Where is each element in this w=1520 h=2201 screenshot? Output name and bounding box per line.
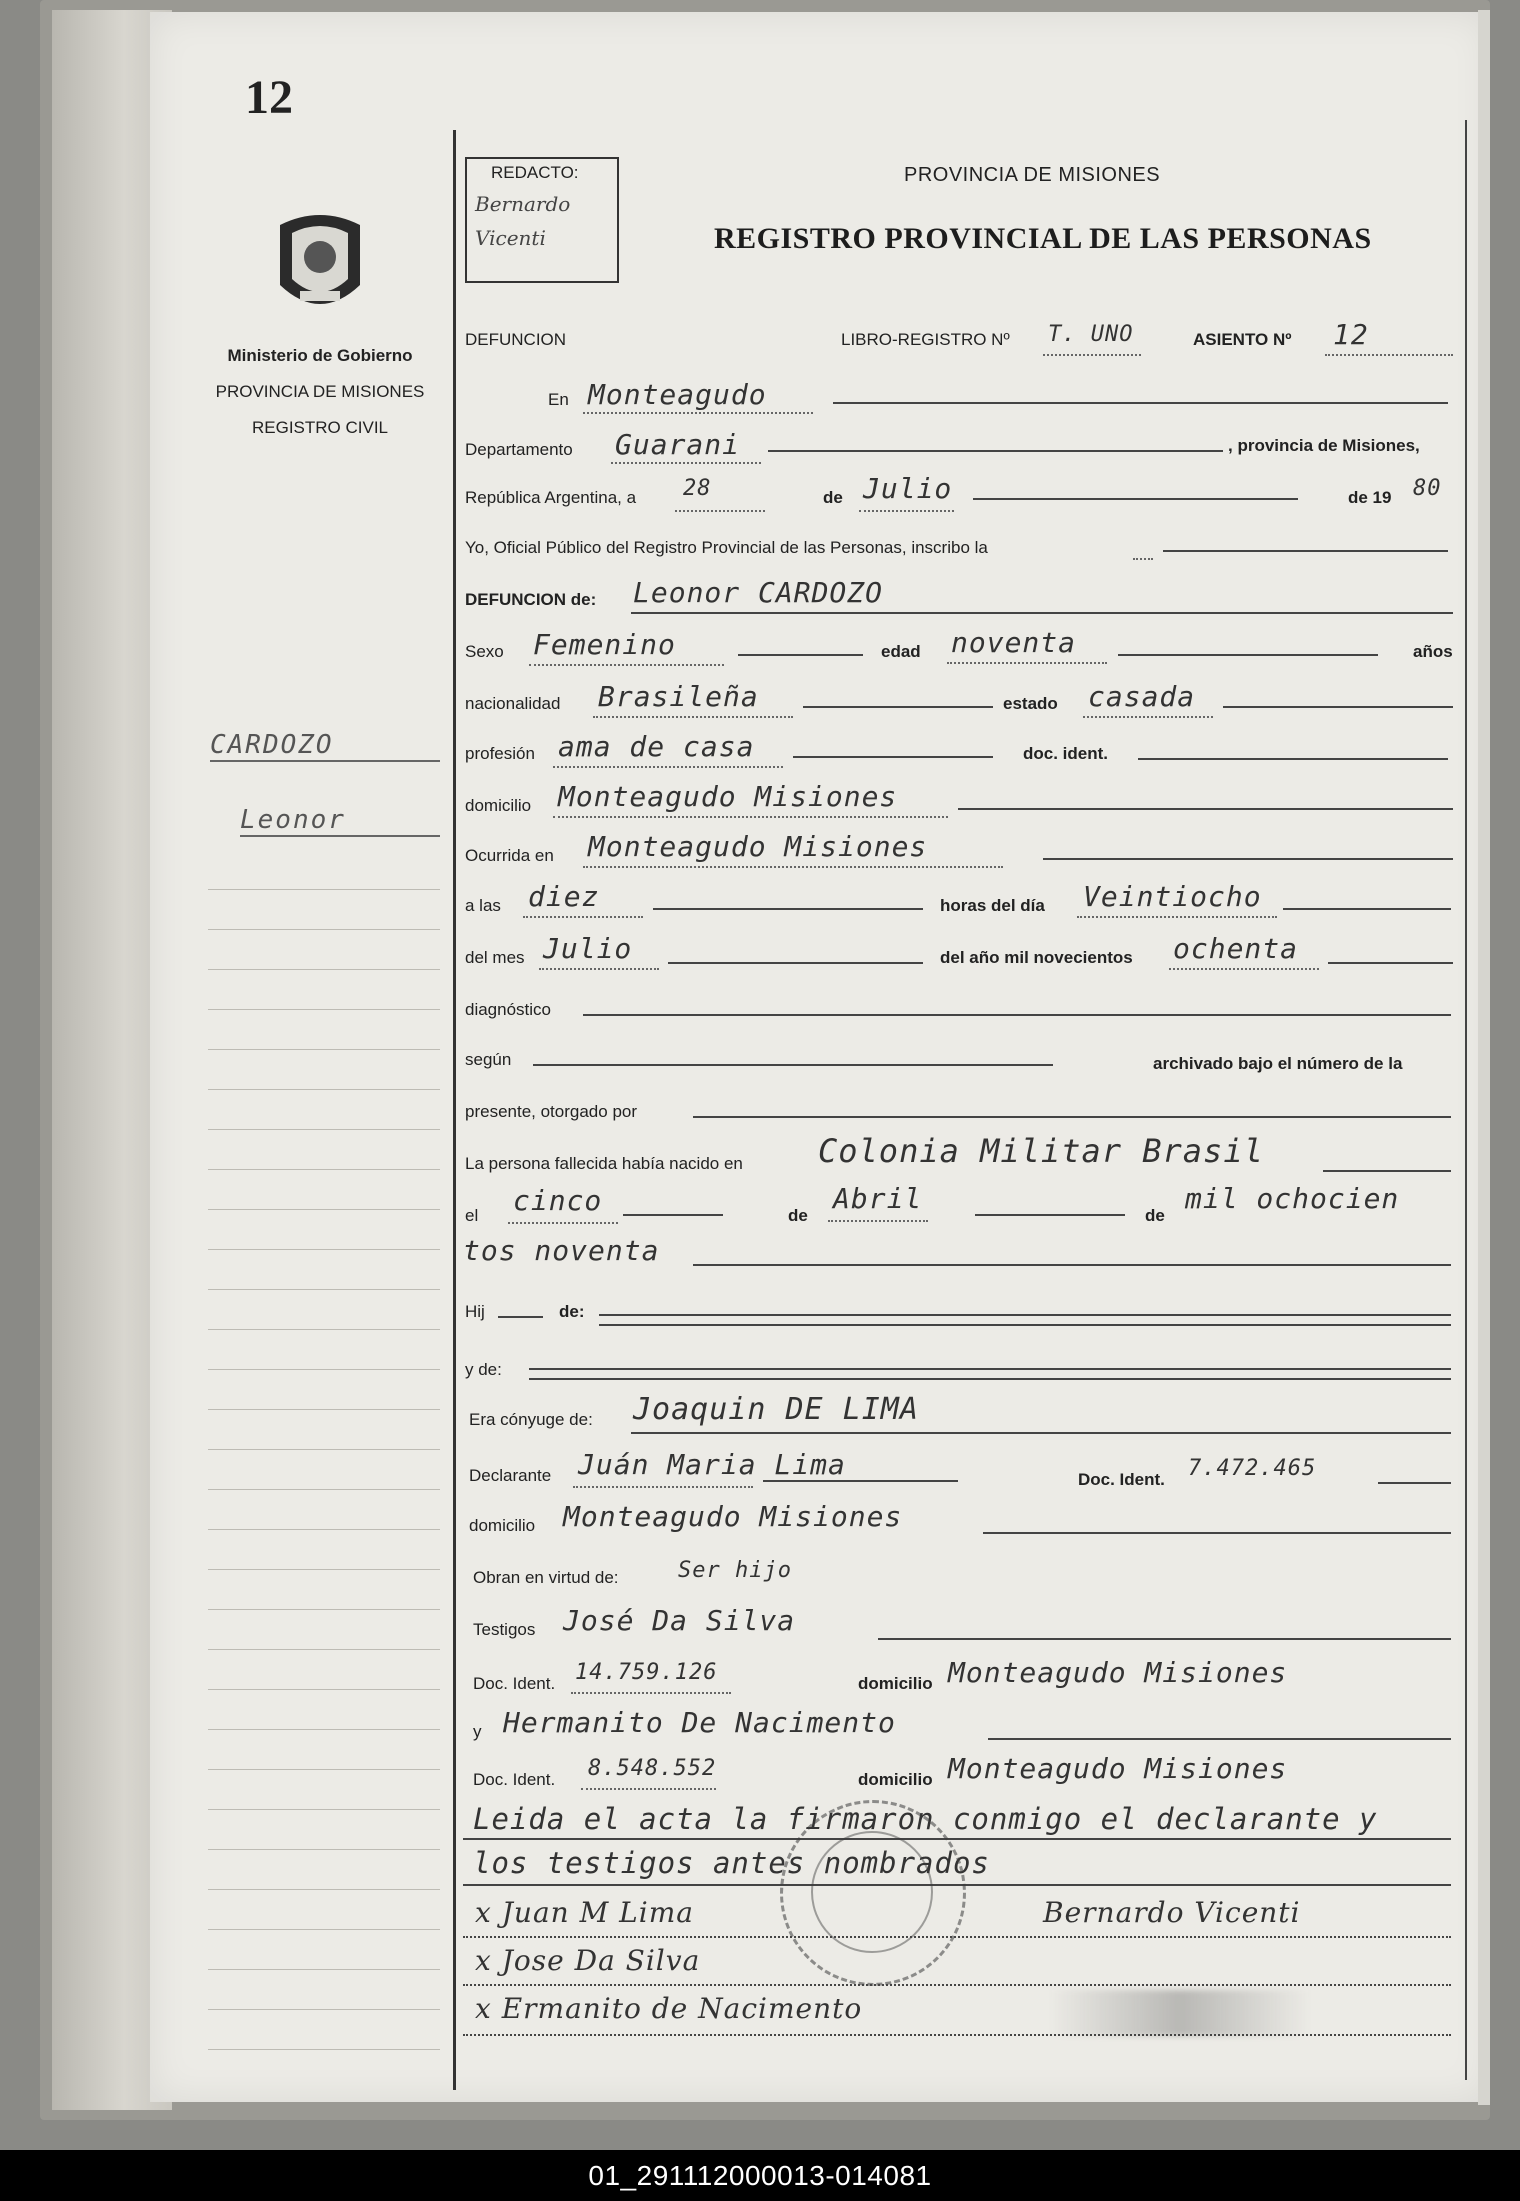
- horas-line: [1283, 908, 1451, 910]
- row-ocurrida: [463, 830, 1455, 870]
- ministry-block: [190, 338, 450, 446]
- horas-label: horas del día: [940, 896, 1045, 915]
- birth-day-line: [623, 1214, 723, 1216]
- header-title: REGISTRO PROVINCIAL DE LAS PERSONAS: [714, 222, 1372, 255]
- defuncion-de-label: DEFUNCION de:: [465, 590, 597, 609]
- declarante-label: Declarante: [469, 1466, 552, 1485]
- en-line: [833, 402, 1448, 404]
- row-presente: [463, 1086, 1455, 1126]
- redacto-label: REDACTO:: [491, 163, 579, 182]
- fecha-line: [973, 498, 1298, 500]
- del-mes-dots: [539, 968, 659, 970]
- province-crest-icon: [270, 205, 370, 323]
- profesion-dots: [553, 766, 783, 768]
- signatures-2-rule: [463, 1984, 1451, 1986]
- declarante-doc: 7.472.465: [1188, 1456, 1317, 1481]
- row-fecha: [463, 472, 1455, 516]
- signatures-1-rule: [463, 1936, 1451, 1938]
- oficial-line: [1163, 550, 1448, 552]
- doc-ident-label: doc. ident.: [1023, 744, 1108, 763]
- asiento-dots: [1325, 354, 1453, 356]
- republica-label: República Argentina, a: [465, 488, 637, 507]
- fecha-de-label: de: [823, 488, 843, 507]
- obran-value: Ser hijo: [678, 1558, 792, 1583]
- estado-label: estado: [1003, 694, 1058, 713]
- scan-footer-id: 01_291112000013-014081: [0, 2150, 1520, 2201]
- birth-year-line: [693, 1264, 1451, 1266]
- declarante-value: Juán Maria Lima: [578, 1448, 846, 1481]
- del-mes-value: Julio: [543, 932, 633, 965]
- row-testigo1-doc: [463, 1656, 1455, 1700]
- en-value: Monteagudo: [588, 378, 767, 411]
- testigo2-value: Hermanito De Nacimento: [503, 1706, 896, 1739]
- hij-de-line: [599, 1314, 1451, 1316]
- domicilio2-line: [983, 1532, 1451, 1534]
- edad-line: [1118, 654, 1378, 656]
- row-libro: [463, 318, 1455, 362]
- birth-month-dots: [828, 1220, 928, 1222]
- row-signatures-3: [463, 1992, 1455, 2032]
- row-nacido: [463, 1132, 1455, 1172]
- sexo-value: Femenino: [533, 628, 676, 661]
- row-hij: [463, 1290, 1455, 1330]
- departamento-line: [768, 450, 1223, 452]
- birth-day-dots: [508, 1222, 618, 1224]
- doc-ident-line: [1138, 758, 1448, 760]
- presente-line: [693, 1116, 1451, 1118]
- domicilio-line: [958, 808, 1453, 810]
- year-label: de 19: [1348, 488, 1392, 507]
- estado-dots: [1083, 716, 1213, 718]
- sexo-label: Sexo: [465, 642, 504, 661]
- year-value: 80: [1413, 476, 1442, 501]
- record-type-label: DEFUNCION: [465, 330, 567, 349]
- row-diagnostico: [463, 984, 1455, 1024]
- hij-blank: [498, 1316, 543, 1318]
- edad-dots: [947, 662, 1107, 664]
- testigos-label: Testigos: [473, 1620, 536, 1639]
- birth-month-line: [975, 1214, 1125, 1216]
- page-number: 12: [245, 71, 293, 124]
- y-de-line-2: [529, 1378, 1451, 1380]
- conyuge-label: Era cónyuge de:: [469, 1410, 593, 1429]
- sexo-dots: [529, 664, 724, 666]
- archivado-label: archivado bajo el número de la: [1153, 1054, 1403, 1073]
- sexo-line: [738, 654, 863, 656]
- a-las-label: a las: [465, 896, 501, 915]
- testigo2-doc: 8.548.552: [588, 1756, 717, 1781]
- oficial-dots: [1133, 558, 1153, 560]
- testigo1-value: José Da Silva: [563, 1604, 796, 1637]
- estado-value: casada: [1088, 680, 1196, 713]
- domicilio2-value: Monteagudo Misiones: [563, 1500, 903, 1533]
- en-dots: [583, 412, 813, 414]
- testigo2-domicilio-label: domicilio: [858, 1770, 933, 1789]
- testigos-line: [878, 1638, 1451, 1640]
- libro-label: LIBRO-REGISTRO Nº: [841, 330, 1010, 349]
- row-y-de: [463, 1346, 1455, 1386]
- edad-label: edad: [881, 642, 921, 661]
- row-conyuge: [463, 1392, 1455, 1436]
- a-las-dots: [523, 916, 643, 918]
- diagnostico-line: [583, 1014, 1451, 1016]
- provincia-suffix: , provincia de Misiones,: [1228, 436, 1420, 455]
- conyuge-line: [631, 1432, 1451, 1434]
- margin-given-name: Leonor: [240, 805, 440, 837]
- birth-de2-label: de: [1145, 1206, 1165, 1225]
- row-domicilio: [463, 780, 1455, 820]
- deceased-line: [631, 612, 1453, 614]
- hij-de-line-2: [599, 1324, 1451, 1326]
- domicilio2-label: domicilio: [469, 1516, 536, 1535]
- presente-label: presente, otorgado por: [465, 1102, 638, 1121]
- redacto-signature: [475, 187, 570, 255]
- horas-value: Veintiocho: [1083, 880, 1262, 913]
- domicilio-dots: [553, 816, 948, 818]
- libro-dots: [1043, 354, 1141, 356]
- row-testigo2-doc: [463, 1752, 1455, 1796]
- horas-dots: [1077, 916, 1277, 918]
- header-province: PROVINCIA DE MISIONES: [904, 164, 1161, 186]
- birth-day-value: cinco: [513, 1184, 603, 1217]
- ministry-registry: REGISTRO CIVIL: [251, 418, 389, 437]
- row-testigo2: [463, 1706, 1455, 1746]
- row-en: [463, 380, 1455, 420]
- y-label: y: [473, 1722, 482, 1741]
- del-mes-label: del mes: [465, 948, 525, 967]
- row-testigos: [463, 1604, 1455, 1644]
- declarante-dots: [573, 1486, 753, 1488]
- del-anio-value: ochenta: [1173, 932, 1299, 965]
- ministry-province: PROVINCIA DE MISIONES: [215, 382, 425, 401]
- ocurrida-value: Monteagudo Misiones: [588, 830, 928, 863]
- signature-declarante: x Juan M Lima: [475, 1896, 694, 1929]
- nacido-label: La persona fallecida había nacido en: [465, 1154, 743, 1173]
- row-mes: [463, 932, 1455, 972]
- signature-testigo1: x Jose Da Silva: [475, 1944, 701, 1977]
- nacionalidad-label: nacionalidad: [465, 694, 561, 713]
- ocurrida-line: [1043, 858, 1453, 860]
- signatures-3-rule: [463, 2034, 1451, 2036]
- row-nacionalidad: [463, 680, 1455, 720]
- domicilio-label: domicilio: [465, 796, 532, 815]
- a-las-line: [653, 908, 923, 910]
- profesion-line: [793, 756, 993, 758]
- ocurrida-dots: [583, 866, 1003, 868]
- month-value: Julio: [863, 472, 953, 505]
- a-las-value: diez: [528, 880, 600, 913]
- del-anio-label: del año mil novecientos: [940, 948, 1133, 967]
- redacto-box: [465, 157, 619, 283]
- row-segun: [463, 1034, 1455, 1074]
- nacido-line: [1323, 1170, 1451, 1172]
- edad-value: noventa: [951, 626, 1077, 659]
- ministry-name: Ministerio de Gobierno: [227, 346, 413, 365]
- departamento-dots: [611, 462, 761, 464]
- closing-line-1: Leida el acta la firmaron conmigo el declarante y: [473, 1802, 1378, 1836]
- deceased-name: Leonor CARDOZO: [633, 576, 884, 609]
- birth-de-label: de: [788, 1206, 808, 1225]
- row-birth-year: [463, 1234, 1455, 1274]
- row-signatures-1: [463, 1896, 1455, 1936]
- y-de-label: y de:: [465, 1360, 502, 1379]
- del-mes-line: [668, 962, 923, 964]
- diagnostico-label: diagnóstico: [465, 1000, 552, 1019]
- hij-de-label: de:: [559, 1302, 585, 1321]
- row-birth-date: [463, 1184, 1455, 1224]
- row-obran: [463, 1556, 1455, 1596]
- testigo1-doc: 14.759.126: [575, 1660, 718, 1685]
- segun-label: según: [465, 1050, 512, 1069]
- signature-oficial: Bernardo Vicenti: [1043, 1896, 1301, 1929]
- form-left-rule: [453, 130, 456, 2090]
- obran-label: Obran en virtud de:: [473, 1568, 619, 1587]
- del-anio-line: [1328, 962, 1453, 964]
- testigo2-doc-dots: [581, 1788, 716, 1790]
- row-profesion: [463, 730, 1455, 770]
- testigo1-doc-dots: [571, 1692, 731, 1694]
- testigo2-domicilio: Monteagudo Misiones: [948, 1752, 1288, 1785]
- asiento-label: ASIENTO Nº: [1193, 330, 1292, 349]
- form-right-rule: [1465, 120, 1467, 2080]
- birth-year-part1: mil ochocien: [1185, 1182, 1400, 1215]
- day-value: 28: [683, 476, 712, 501]
- testigo1-domicilio: Monteagudo Misiones: [948, 1656, 1288, 1689]
- del-anio-dots: [1169, 968, 1319, 970]
- page-edge: [1478, 10, 1490, 2105]
- nacido-value: Colonia Militar Brasil: [818, 1132, 1264, 1170]
- profesion-label: profesión: [465, 744, 535, 763]
- declarante-doc-line: [1378, 1482, 1451, 1484]
- month-dots: [859, 510, 954, 512]
- asiento-value: 12: [1333, 318, 1369, 351]
- margin-ruled-lines: [208, 850, 440, 2050]
- row-departamento: [463, 428, 1455, 468]
- libro-value: T. UNO: [1048, 322, 1134, 347]
- nacionalidad-value: Brasileña: [598, 680, 759, 713]
- conyuge-value: Joaquin DE LIMA: [633, 1392, 919, 1427]
- row-deceased: [463, 576, 1455, 616]
- profesion-value: ama de casa: [558, 730, 755, 763]
- testigo2-doc-label: Doc. Ident.: [473, 1770, 556, 1789]
- closing-line-2: los testigos antes nombrados: [473, 1846, 990, 1880]
- declarante-doc-label: Doc. Ident.: [1078, 1470, 1165, 1489]
- day-dots: [675, 510, 765, 512]
- redacto-signature-line2: Vicenti: [475, 226, 546, 250]
- hij-label: Hij: [465, 1302, 485, 1321]
- row-signatures-2: [463, 1944, 1455, 1984]
- anios-label: años: [1413, 642, 1453, 661]
- row-oficial: [463, 526, 1455, 566]
- estado-line: [1223, 706, 1453, 708]
- redacto-signature-line1: Bernardo: [475, 192, 571, 216]
- birth-month-value: Abril: [833, 1182, 923, 1215]
- birth-year-part2: tos noventa: [463, 1234, 660, 1267]
- departamento-value: Guarani: [615, 428, 741, 461]
- row-hora: [463, 880, 1455, 920]
- row-declarante: [463, 1450, 1455, 1490]
- row-closing-1: [463, 1802, 1455, 1842]
- nacionalidad-dots: [593, 716, 793, 718]
- margin-surname: CARDOZO: [210, 730, 440, 762]
- ocurrida-label: Ocurrida en: [465, 846, 554, 865]
- y-de-line: [529, 1368, 1451, 1370]
- row-domicilio-declarante: [463, 1500, 1455, 1540]
- domicilio-value: Monteagudo Misiones: [558, 780, 898, 813]
- closing-line-1-rule: [463, 1838, 1451, 1840]
- segun-line: [533, 1064, 1053, 1066]
- oficial-text: Yo, Oficial Público del Registro Provincial de las Personas, inscribo la: [465, 538, 988, 557]
- el-label: el: [465, 1206, 479, 1225]
- testigo2-line: [988, 1738, 1451, 1740]
- signature-testigo2: x Ermanito de Nacimento: [475, 1992, 863, 2025]
- en-label: En: [548, 390, 569, 409]
- nacionalidad-line: [803, 706, 993, 708]
- departamento-label: Departamento: [465, 440, 573, 459]
- testigo1-domicilio-label: domicilio: [858, 1674, 933, 1693]
- row-sexo: [463, 628, 1455, 668]
- declarante-line: [763, 1480, 958, 1482]
- testigo1-doc-label: Doc. Ident.: [473, 1674, 556, 1693]
